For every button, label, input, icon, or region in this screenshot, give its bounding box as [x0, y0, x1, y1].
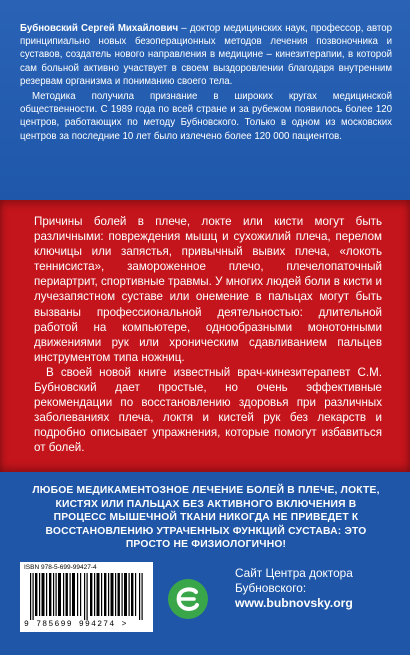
- annotation-paragraph-1: Причины болей в плече, локте или кисти могут быть различными: повреждения мышц и сухожилий плеча, перелом ключицы или запястья, привычный вывих плеча, «локоть теннисиста», замороженное плечо, плечелопаточный периартрит, спортивные травмы. У многих людей боли в кисти и лучезапястном суставе или онемение в пальцах могут быть вызваны профессиональной деятельностью: длительной работой на компьютере, однообразными монотонными движениями рук или хроническим сдавливанием пальцев инструментом типа ножниц.: [34, 215, 382, 364]
- author-description: [20, 22, 392, 145]
- barcode-icon: [28, 573, 146, 620]
- barcode-digits: 9 785699 994274 >: [24, 620, 128, 629]
- isbn-label: ISBN 978-5-699-99427-4: [24, 564, 97, 571]
- author-bio-text: – доктор медицинских наук, профессор, автор принципиально новых безоперационных методов лечения позвоночника и суставов, создатель нового направления в медицине – кинезитерапии, в которой сам больной активно участвует в своем выздоровлении благодаря внутренним резервам организма и пониманию своего тела.: [20, 23, 392, 87]
- site-url-link[interactable]: www.bubnovsky.org: [235, 596, 353, 610]
- site-label-line2: Бубновского:: [235, 581, 307, 595]
- eksmo-logo-icon: [167, 578, 209, 620]
- author-bio: [20, 22, 392, 88]
- annotation-paragraph-2: В своей новой книге известный врач-кинезитерапевт С.М. Бубновский дает простые, но очень эффективные рекомендации по восстановлению здоровья при различных заболеваниях плеча, локтя и кистей рук без лекарств и подробно описывает упражнения, которые помогут избавиться от болей.: [34, 365, 382, 455]
- site-label-line1: Сайт Центра доктора: [235, 566, 353, 580]
- method-paragraph: Методика получила признание в широких кругах медицинской общественности. С 1989 года по всей стране и за рубежом появилось более 120 центров, работающих по методу Бубновского. Только в одном из московских центров за последние 10 лет было излечено более 120 000 пациентов.: [20, 91, 392, 142]
- red-annotation-panel: [0, 200, 410, 472]
- top-section: [0, 0, 410, 200]
- barcode-block: [20, 562, 153, 632]
- website-block: [235, 566, 405, 611]
- author-name: Бубновский Сергей Михайлович: [20, 23, 179, 34]
- slogan: ЛЮБОЕ МЕДИКАМЕНТОЗНОЕ ЛЕЧЕНИЕ БОЛЕЙ В ПЛЕЧЕ, ЛОКТЕ, КИСТЯХ ИЛИ ПАЛЬЦАХ БЕЗ АКТИВНОГО ВКЛЮЧЕНИЯ В ПРОЦЕСС МЫШЕЧНОЙ ТКАНИ НИКОГДА НЕ ПРИВЕДЕТ К ВОССТАНОВЛЕНИЮ УТРАЧЕННЫХ ФУНКЦИЙ СУСТАВА: ЭТО ПРОСТО НЕ ФИЗИОЛОГИЧНО!: [32, 485, 380, 551]
- annotation-text: [34, 214, 382, 456]
